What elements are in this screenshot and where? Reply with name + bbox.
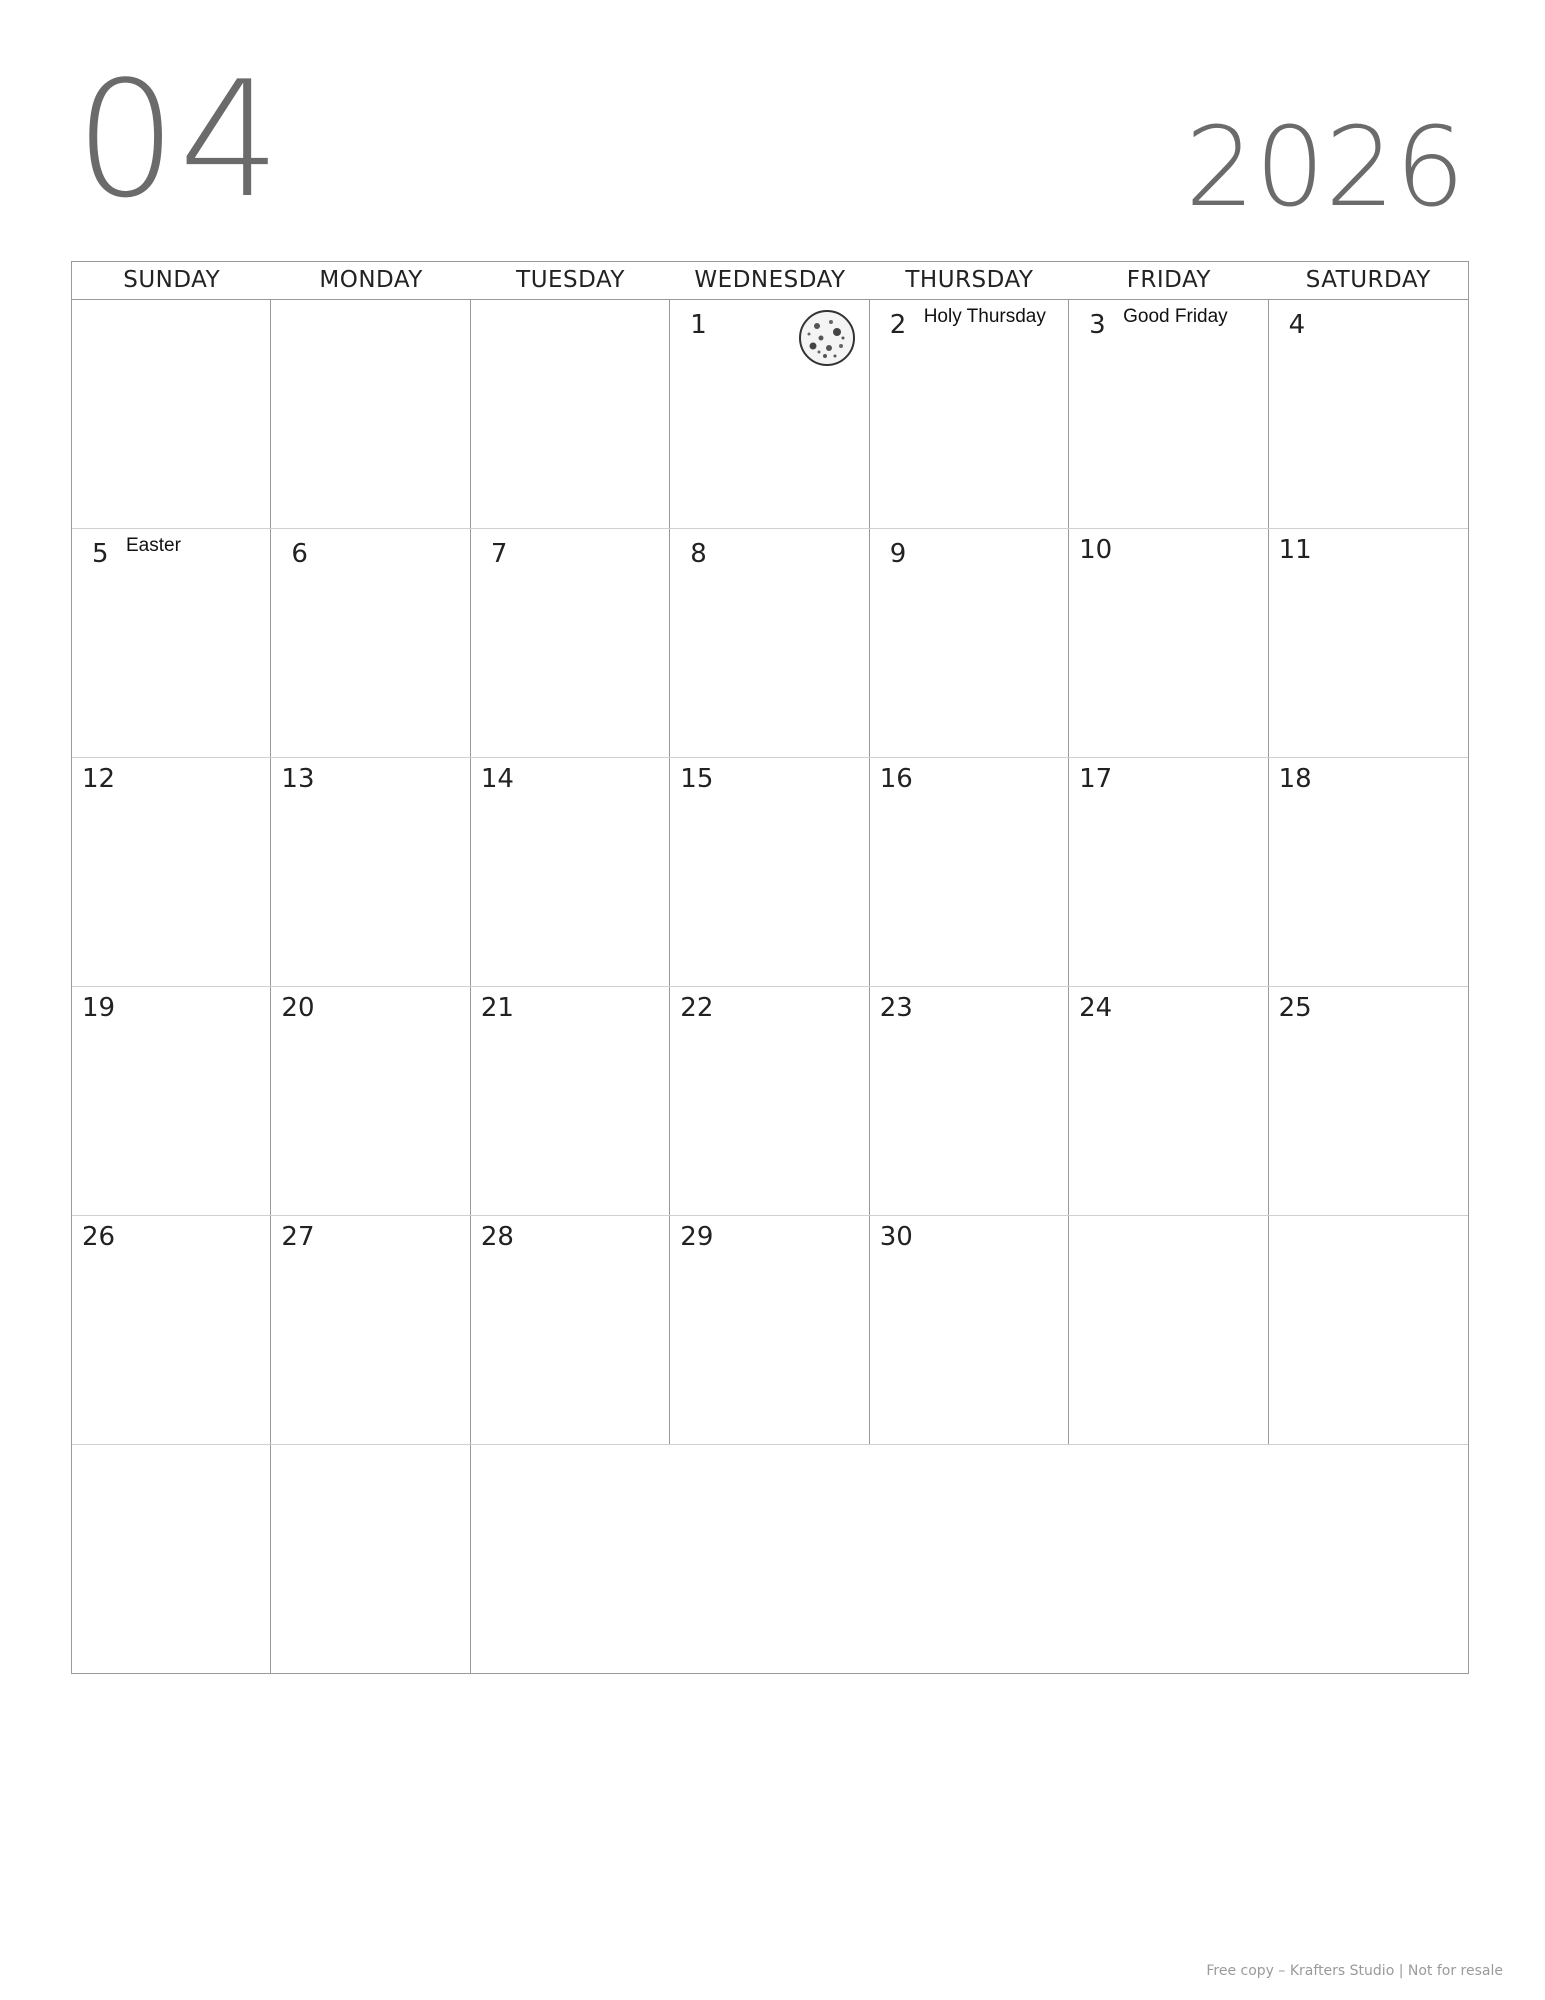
- date-number: 15: [680, 764, 714, 794]
- date-number: 28: [480, 1222, 514, 1252]
- date-number: 8: [690, 539, 707, 569]
- day-cell-19: [72, 987, 271, 1215]
- day-cell-22: [670, 987, 869, 1215]
- day-cell-24: [1069, 987, 1268, 1215]
- day-cell-28: [471, 1216, 670, 1444]
- weekday-tuesday: TUESDAY: [516, 267, 625, 293]
- weekday-header-row: [72, 262, 1468, 300]
- notes-area: [471, 1445, 1468, 1673]
- day-cell-14: [471, 758, 670, 986]
- day-cell-4: [1269, 300, 1468, 528]
- day-cell-23: [870, 987, 1069, 1215]
- holiday-label: Good Friday: [1123, 306, 1228, 327]
- date-number: 26: [82, 1222, 116, 1252]
- week-row-2: [72, 529, 1468, 758]
- day-cell-15: [670, 758, 869, 986]
- weekday-thursday: THURSDAY: [905, 267, 1034, 293]
- day-cell-8: [670, 529, 869, 757]
- day-cell-empty: [271, 1445, 470, 1673]
- calendar-grid: [71, 261, 1469, 1674]
- date-number: 11: [1278, 535, 1312, 565]
- week-row-3: [72, 758, 1468, 987]
- day-cell-12: [72, 758, 271, 986]
- date-number: 9: [889, 539, 907, 569]
- day-cell-6: [271, 529, 470, 757]
- day-cell-empty: [471, 300, 670, 528]
- day-cell-17: [1069, 758, 1268, 986]
- date-number: 1: [690, 310, 707, 340]
- date-number: 23: [879, 993, 913, 1023]
- date-number: 18: [1278, 764, 1312, 794]
- footer-note: Free copy – Krafters Studio | Not for resale: [1206, 1963, 1503, 1979]
- day-cell-empty: [72, 1445, 271, 1673]
- date-number: 25: [1278, 993, 1312, 1023]
- day-cell-empty: [72, 300, 271, 528]
- day-cell-18: [1269, 758, 1468, 986]
- day-cell-9: [870, 529, 1069, 757]
- day-cell-5: [72, 529, 271, 757]
- date-number: 27: [281, 1222, 315, 1252]
- date-number: 24: [1079, 993, 1113, 1023]
- day-cell-16: [870, 758, 1069, 986]
- date-number: 29: [680, 1222, 714, 1252]
- day-cell-20: [271, 987, 470, 1215]
- date-number: 30: [879, 1222, 913, 1252]
- weekday-sunday: SUNDAY: [123, 267, 221, 293]
- day-cell-11: [1269, 529, 1468, 757]
- week-row-6: [72, 1445, 1468, 1673]
- weekday-wednesday: WEDNESDAY: [694, 267, 846, 293]
- day-cell-21: [471, 987, 670, 1215]
- weekday-monday: MONDAY: [319, 267, 423, 293]
- date-number: 10: [1079, 535, 1113, 565]
- day-cell-1: [670, 300, 869, 528]
- day-cell-7: [471, 529, 670, 757]
- day-cell-empty: [1069, 1216, 1268, 1444]
- date-number: 20: [281, 993, 315, 1023]
- date-number: 6: [291, 539, 308, 569]
- date-number: 16: [879, 764, 913, 794]
- date-number: 4: [1288, 310, 1306, 340]
- day-cell-2: [870, 300, 1069, 528]
- date-number: 5: [92, 539, 109, 569]
- date-number: 3: [1089, 310, 1106, 340]
- day-cell-empty: [1269, 1216, 1468, 1444]
- date-number: 12: [82, 764, 116, 794]
- date-number: 14: [480, 764, 514, 794]
- holiday-label: Holy Thursday: [923, 306, 1046, 327]
- month-number: 04: [75, 46, 283, 233]
- date-number: 19: [82, 993, 116, 1023]
- day-cell-empty: [271, 300, 470, 528]
- day-cell-27: [271, 1216, 470, 1444]
- day-cell-30: [870, 1216, 1069, 1444]
- day-cell-26: [72, 1216, 271, 1444]
- day-cell-29: [670, 1216, 869, 1444]
- day-cell-3: [1069, 300, 1268, 528]
- week-row-5: [72, 1216, 1468, 1445]
- date-number: 7: [490, 539, 508, 569]
- date-number: 13: [281, 764, 315, 794]
- week-row-1: [72, 300, 1468, 529]
- day-cell-25: [1269, 987, 1468, 1215]
- weekday-friday: FRIDAY: [1126, 267, 1211, 293]
- date-number: 2: [889, 310, 907, 340]
- weekday-saturday: SATURDAY: [1305, 267, 1431, 293]
- year-label: 2026: [1185, 103, 1465, 231]
- date-number: 17: [1079, 764, 1113, 794]
- date-number: 22: [680, 993, 714, 1023]
- day-cell-13: [271, 758, 470, 986]
- day-cell-10: [1069, 529, 1268, 757]
- full-moon-icon: [797, 308, 857, 368]
- date-number: 21: [480, 993, 514, 1023]
- week-row-4: [72, 987, 1468, 1216]
- holiday-label: Easter: [126, 535, 181, 556]
